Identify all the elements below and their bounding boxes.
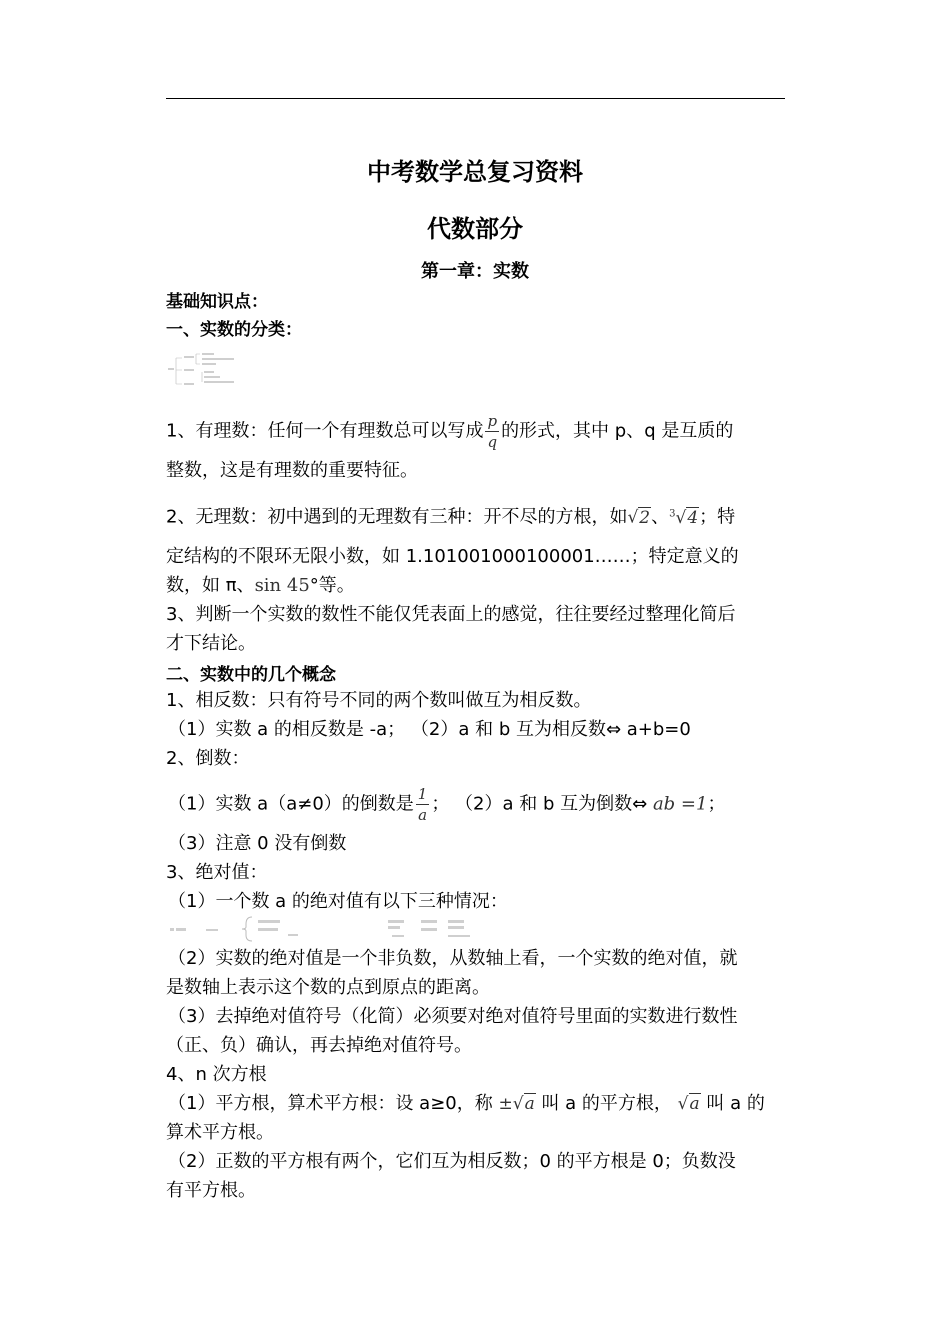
irrational-number-line1: 2、无理数：初中遇到的无理数有三种：开不尽的方根，如√2、$^3$√4；特 — [166, 506, 736, 528]
absolute-value-prop3-line2: （正、负）确认，再去掉绝对值符号。 — [166, 1035, 472, 1056]
classification-diagram — [166, 350, 246, 390]
reciprocal-heading: 2、倒数： — [166, 748, 250, 769]
page-title: 中考数学总复习资料 — [367, 158, 583, 186]
absolute-value-cases-intro: （1）一个数 a 的绝对值有以下三种情况： — [168, 891, 508, 912]
absolute-value-formula — [166, 914, 476, 944]
judgement-line2: 才下结论。 — [166, 633, 256, 654]
fraction-1-over-a: $\frac{1}{a}$ — [417, 785, 428, 824]
square-root-prop-line1: （2）正数的平方根有两个，它们互为相反数；0 的平方根是 0；负数没 — [168, 1151, 736, 1172]
square-root-def-line2: 算术平方根。 — [166, 1122, 274, 1143]
reciprocal-props: （1）实数 a（a≠0）的倒数是 $\frac{1}{a}$ ； （2）a 和 b 互为倒数⇔ ab =1； — [168, 785, 726, 824]
absolute-value-prop2-line1: （2）实数的绝对值是一个非负数，从数轴上看，一个实数的绝对值，就 — [168, 948, 738, 969]
section-1-heading: 一、实数的分类： — [166, 320, 302, 340]
chapter-heading: 第一章：实数 — [421, 261, 529, 282]
plus-minus-sqrt-a: ±√a — [498, 1094, 535, 1114]
absolute-value-heading: 3、绝对值： — [166, 862, 268, 883]
basics-heading: 基础知识点： — [166, 292, 268, 312]
header-rule — [166, 98, 785, 99]
section-2-heading: 二、实数中的几个概念 — [166, 665, 336, 685]
absolute-value-prop2-line2: 是数轴上表示这个数的点到原点的距离。 — [166, 977, 490, 998]
absolute-value-prop3-line1: （3）去掉绝对值符号（化简）必须要对绝对值符号里面的实数进行数性 — [168, 1006, 738, 1027]
reciprocal-note: （3）注意 0 没有倒数 — [168, 833, 347, 854]
square-root-def-line1: （1）平方根，算术平方根：设 a≥0，称 ±√a 叫 a 的平方根， √a 叫 a 的 — [168, 1093, 765, 1114]
sqrt-a: √a — [677, 1094, 700, 1114]
page-subtitle: 代数部分 — [427, 215, 523, 243]
nth-root-heading: 4、n 次方根 — [166, 1064, 267, 1085]
irrational-number-line3: 数，如 π、sin 45°等。 — [166, 575, 355, 596]
square-root-prop-line2: 有平方根。 — [166, 1180, 256, 1201]
judgement-line1: 3、判断一个实数的数性不能仅凭表面上的感觉，往往要经过整理化简后 — [166, 604, 736, 625]
fraction-p-over-q: $\frac{p}{q}$ — [487, 412, 498, 451]
rational-number-line2: 整数，这是有理数的重要特征。 — [166, 460, 418, 481]
opposite-number-props: （1）实数 a 的相反数是 -a； （2）a 和 b 互为相反数⇔ a+b=0 — [168, 719, 691, 740]
irrational-number-line2: 定结构的不限环无限小数，如 1.101001000100001……；特定意义的 — [166, 546, 739, 567]
ab-equals-1: ab =1 — [652, 793, 708, 815]
opposite-number-def: 1、相反数：只有符号不同的两个数叫做互为相反数。 — [166, 690, 592, 711]
rational-number-line1: 1、有理数：任何一个有理数总可以写成 $\frac{p}{q}$ 的形式，其中 p、q 是互质的 — [166, 412, 734, 451]
sqrt-2: √2 — [627, 507, 651, 528]
cube-root-4: $^3$√4 — [669, 507, 699, 528]
sin45-expression: sin 45 — [254, 575, 310, 596]
